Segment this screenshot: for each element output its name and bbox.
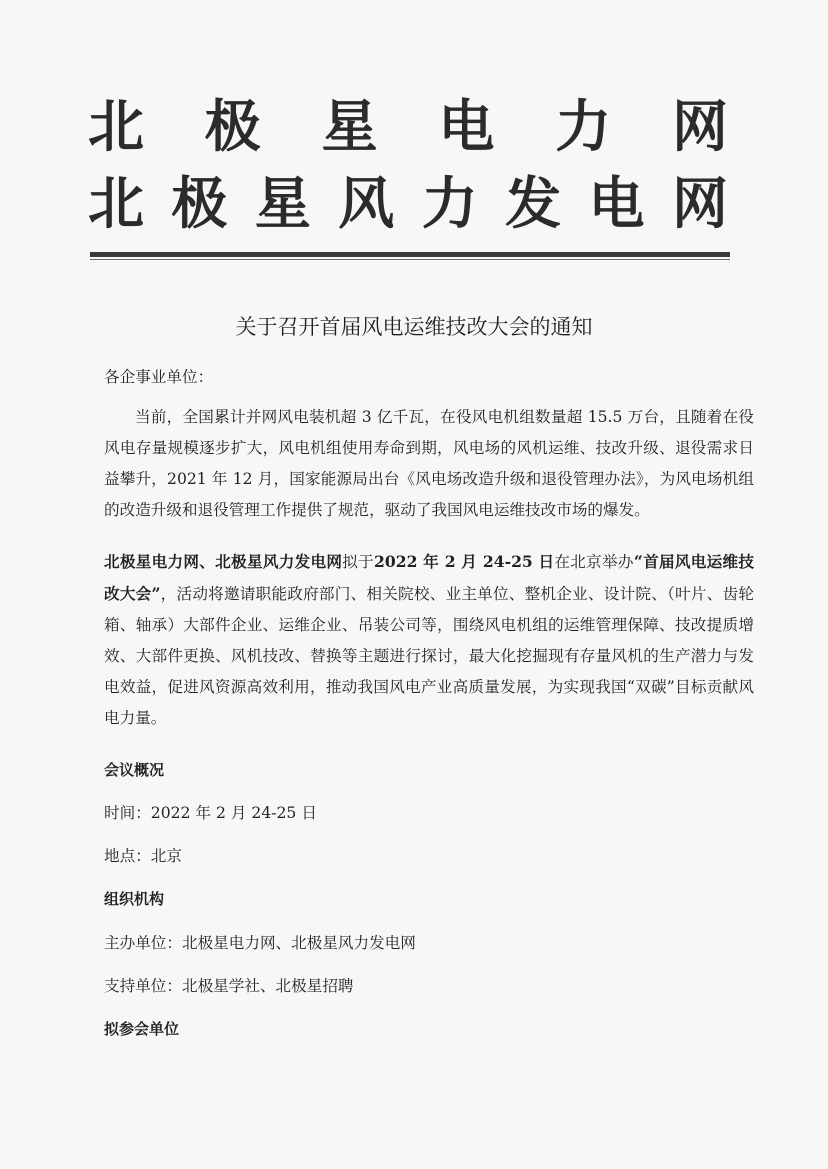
salutation: 各企事业单位： [104,368,214,386]
notice-title: 关于召开首届风电运维技改大会的通知 [235,315,593,339]
masthead-char: 发 [505,172,562,237]
masthead-char: 力 [421,172,478,237]
para2-text-rest: ，活动将邀请职能政府部门、相关院校、业主单位、整机企业、设计院、（叶片、齿轮箱、轴承）大部件企业、运维企业、吊装公司等，围绕风电机组的运维管理保障、技改提质增效、大部件更换、风机技改、替换等主题进行探讨，最大化挖掘现有存量风机的生产潜力与发电效益，促进风资源高效利用，推动我国风电产业高质量发展，为实现我国“双碳”目标贡献风电力量。 [104,585,754,727]
para2-text-2: 在北京举办 [554,553,634,571]
meeting-place: 地点：北京 [104,847,182,865]
masthead-char: 电 [588,172,645,237]
masthead-char: 北 [88,172,144,237]
masthead-char: 极 [204,95,261,160]
meeting-time: 时间：2022 年 2 月 24-25 日 [104,804,317,822]
masthead [88,95,728,237]
masthead-char: 网 [671,172,728,237]
event-name: “首届风电运维技改大会” [104,552,754,603]
para2-text-1: 拟于 [342,553,375,571]
masthead-char: 力 [555,95,612,160]
support-units: 支持单位：北极星学社、北极星招聘 [104,977,354,995]
paragraph-2 [104,546,754,734]
masthead-char: 星 [321,95,378,160]
masthead-char: 网 [671,95,728,160]
organization-heading: 组织机构 [104,890,165,908]
masthead-char: 北 [88,95,144,160]
participants-heading: 拟参会单位 [104,1020,180,1038]
header-rule-thick [90,252,730,257]
masthead-char: 电 [438,95,495,160]
header-rule-thin [90,259,730,260]
masthead-char: 风 [338,172,395,237]
masthead-line-1 [88,95,728,160]
masthead-line-2 [88,172,728,237]
host-units: 主办单位：北极星电力网、北极星风力发电网 [104,934,416,952]
overview-heading: 会议概况 [104,761,165,779]
masthead-char: 极 [171,172,228,237]
paragraph-1: 当前，全国累计并网风电装机超 3 亿千瓦，在役风电机组数量超 15.5 万台，且随着在役风电存量规模逐步扩大，风电机组使用寿命到期，风电场的风机运维、技改升级、退役需求日益攀升，2021 年 12 月，国家能源局出台《风电场改造升级和退役管理办法》，为风电场机组的改造升级和退役管理工作提供了规范，驱动了我国风电运维技改市场的爆发。 [104,408,754,519]
masthead-char: 星 [254,172,311,237]
event-date: 2022 年 2 月 24-25 日 [374,552,555,571]
organizers-text: 北极星电力网、北极星风力发电网 [104,552,343,571]
